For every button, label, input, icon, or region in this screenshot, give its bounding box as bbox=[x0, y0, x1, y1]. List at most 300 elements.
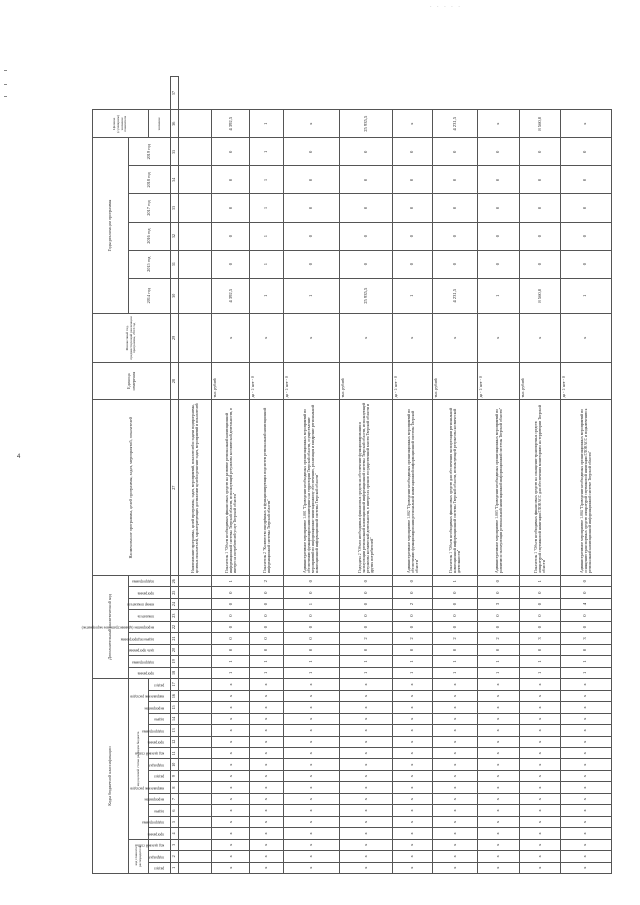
budget-code-subheader bbox=[143, 702, 171, 713]
code-cell: х bbox=[520, 748, 560, 759]
code-cell: х bbox=[393, 748, 433, 759]
year-value: 1 bbox=[250, 278, 283, 313]
code-cell bbox=[179, 782, 212, 793]
fin-year-value: х bbox=[283, 313, 339, 362]
year-value: 0 bbox=[283, 194, 339, 222]
code-cell: х bbox=[339, 851, 393, 862]
scan-artifact-marks: · · · · · bbox=[430, 4, 462, 10]
code-cell: х bbox=[520, 828, 560, 839]
year-value: 0 bbox=[520, 222, 560, 250]
code-cell: х bbox=[250, 793, 283, 804]
year-value: 0 bbox=[520, 166, 560, 194]
code-cell: х bbox=[520, 805, 560, 816]
code-cell: 0 bbox=[478, 587, 520, 598]
budget-code-label: программа bbox=[147, 740, 164, 745]
code-cell: х bbox=[478, 782, 520, 793]
year-value bbox=[179, 138, 212, 166]
code-cell: х bbox=[560, 690, 611, 701]
year-header: 2019 год bbox=[129, 138, 171, 166]
code-cell: 0 bbox=[478, 644, 520, 655]
code-cell: х bbox=[433, 725, 478, 736]
budget-code-label: раздел bbox=[153, 775, 164, 780]
edge-tick bbox=[4, 70, 7, 71]
code-cell: х bbox=[478, 851, 520, 862]
name-column-header: Наименование программы, целей программы, задач, мероприятий, показателей bbox=[93, 400, 171, 576]
code-cell: 0 bbox=[283, 621, 339, 632]
code-cell: х bbox=[520, 793, 560, 804]
year-value: 0 bbox=[283, 250, 339, 278]
kvr-subheader: код целевой статьи расходов бюджета bbox=[129, 679, 149, 840]
code-cell: х bbox=[520, 736, 560, 747]
code-cell: х bbox=[560, 839, 611, 850]
fin-year-value: х bbox=[393, 313, 433, 362]
code-cell: х bbox=[283, 748, 339, 759]
budget-code-subheader bbox=[149, 851, 171, 862]
code-cell: х bbox=[283, 805, 339, 816]
target-value: 4 392,5 bbox=[212, 110, 250, 138]
code-cell: 1 bbox=[212, 656, 250, 667]
code-cell bbox=[179, 598, 212, 609]
column-number: 12 bbox=[171, 736, 179, 747]
row-description: Административное мероприятие 1.003 "Проведение необходимых организационных мероприятий по развитию и эксплуатации региональной навигационной информационной системы Тверской области" bbox=[478, 400, 520, 576]
code-cell: х bbox=[339, 805, 393, 816]
code-cell: 0 bbox=[433, 587, 478, 598]
code-cell: х bbox=[393, 725, 433, 736]
column-number: 7 bbox=[171, 793, 179, 804]
code-cell: х bbox=[393, 839, 433, 850]
code-cell: 0 bbox=[393, 575, 433, 587]
code-cell: 0 bbox=[283, 644, 339, 655]
budget-code-subheader bbox=[149, 862, 171, 873]
code-cell: 0 bbox=[250, 633, 283, 644]
code-cell bbox=[179, 759, 212, 770]
code-cell bbox=[179, 644, 212, 655]
code-cell bbox=[179, 610, 212, 621]
code-cell: х bbox=[393, 759, 433, 770]
code-cell: х bbox=[212, 816, 250, 827]
row-unit: да - 1/ нет - 0 bbox=[283, 362, 339, 399]
code-cell: 0 bbox=[339, 610, 393, 621]
year-value: 0 bbox=[478, 166, 520, 194]
code-cell: х bbox=[250, 713, 283, 724]
row-description: Административное мероприятие 1.002 "Проведение необходимых организационных мероприятий по обеспечению функционирования региональной навигационной информационной системы Тверской области" bbox=[393, 400, 433, 576]
table-row bbox=[283, 77, 339, 874]
code-cell: 2 bbox=[478, 633, 520, 644]
year-value: 0 bbox=[520, 250, 560, 278]
year-value: 0 bbox=[283, 166, 339, 194]
code-cell: 0 bbox=[433, 598, 478, 609]
code-cell: 0 bbox=[393, 644, 433, 655]
year-value: 25 935,5 bbox=[339, 278, 393, 313]
code-cell: 1 bbox=[393, 656, 433, 667]
code-cell: х bbox=[250, 748, 283, 759]
row-unit: да - 1/ нет - 0 bbox=[560, 362, 611, 399]
code-cell: 0 bbox=[212, 633, 250, 644]
row-description: Административное мероприятие 1.004 "Проведение необходимых организационных мероприятий по оснащению транспортных средств аппаратурой спутниковой навигации ГЛОНАСС и подключению к региональной навигационной информационной системе Тверской области" bbox=[560, 400, 611, 576]
code-cell: х bbox=[212, 862, 250, 873]
year-value: 0 bbox=[339, 250, 393, 278]
unit-column-header: Единица измерения bbox=[93, 362, 171, 399]
code-cell: 0 bbox=[433, 610, 478, 621]
code-cell: х bbox=[339, 828, 393, 839]
code-cell: 0 bbox=[212, 610, 250, 621]
code-cell: 2 bbox=[433, 633, 478, 644]
code-cell bbox=[179, 770, 212, 781]
budget-code-header: Коды бюджетной классификации bbox=[93, 679, 129, 874]
year-value: 0 bbox=[212, 166, 250, 194]
code-cell: 1 bbox=[478, 667, 520, 678]
code-cell: 0 bbox=[560, 644, 611, 655]
column-number: 19 bbox=[171, 656, 179, 667]
code-cell: х bbox=[212, 770, 250, 781]
code-cell: х bbox=[393, 828, 433, 839]
column-number: 30 bbox=[171, 278, 179, 313]
row-unit: да - 1/ нет - 0 bbox=[250, 362, 283, 399]
column-number: 18 bbox=[171, 667, 179, 678]
year-value: 0 bbox=[283, 138, 339, 166]
year-value: 0 bbox=[478, 194, 520, 222]
code-cell: х bbox=[393, 702, 433, 713]
year-value bbox=[179, 166, 212, 194]
row-unit: тыс. рублей bbox=[520, 362, 560, 399]
code-cell: х bbox=[283, 839, 339, 850]
column-number: 8 bbox=[171, 782, 179, 793]
code-cell: х bbox=[283, 793, 339, 804]
budget-code-subheader bbox=[149, 828, 171, 839]
column-number: 35 bbox=[171, 138, 179, 166]
table-row bbox=[250, 77, 283, 874]
code-cell: х bbox=[393, 816, 433, 827]
code-cell: х bbox=[478, 862, 520, 873]
code-cell: 1 bbox=[520, 656, 560, 667]
page-side-mark: 4 bbox=[17, 454, 21, 460]
row-description: Наименование программы, целей программы, задач, мероприятий, показателей и задачи подпрограммы, целевых показателей, характеризующих достижение целей и решение задач, мероприятий и показателей bbox=[179, 400, 212, 576]
code-cell: х bbox=[393, 713, 433, 724]
code-cell: х bbox=[520, 702, 560, 713]
code-cell: х bbox=[212, 725, 250, 736]
code-cell: х bbox=[478, 736, 520, 747]
program-code-label: мероприятие (административное мероприятие) bbox=[81, 625, 154, 630]
program-code-subheader bbox=[129, 575, 171, 587]
year-value: 0 bbox=[339, 194, 393, 222]
budget-code-subheader bbox=[134, 839, 171, 850]
code-cell: 0 bbox=[478, 621, 520, 632]
column-number: 15 bbox=[171, 702, 179, 713]
budget-code-subheader bbox=[149, 770, 171, 781]
code-cell: х bbox=[433, 793, 478, 804]
code-cell: х bbox=[250, 759, 283, 770]
code-cell: 1 bbox=[478, 656, 520, 667]
code-cell: 0 bbox=[433, 644, 478, 655]
code-cell bbox=[179, 690, 212, 701]
year-value bbox=[179, 194, 212, 222]
year-value: 1 bbox=[283, 278, 339, 313]
column-number: 26 bbox=[171, 575, 179, 587]
code-cell: 1 bbox=[560, 656, 611, 667]
target-value-subheader: значение bbox=[149, 110, 171, 138]
code-cell: х bbox=[283, 702, 339, 713]
code-cell: х bbox=[339, 690, 393, 701]
fin-year-value: х bbox=[212, 313, 250, 362]
year-value: 0 bbox=[339, 166, 393, 194]
code-cell: х bbox=[478, 839, 520, 850]
code-cell bbox=[179, 725, 212, 736]
year-header: 2015 год bbox=[129, 250, 171, 278]
code-cell: х bbox=[433, 805, 478, 816]
code-cell: х bbox=[433, 839, 478, 850]
budget-code-subheader bbox=[149, 759, 171, 770]
code-cell: 1 bbox=[433, 575, 478, 587]
code-cell: 0 bbox=[339, 598, 393, 609]
code-cell: х bbox=[283, 736, 339, 747]
code-cell: х bbox=[478, 770, 520, 781]
code-cell bbox=[179, 862, 212, 873]
row-unit: да - 1/ нет - 0 bbox=[393, 362, 433, 399]
budget-code-label: подпрограмма bbox=[141, 820, 164, 825]
code-cell: х bbox=[433, 690, 478, 701]
year-value: 4 392,5 bbox=[212, 278, 250, 313]
code-cell: 0 bbox=[393, 621, 433, 632]
code-cell: 0 bbox=[560, 610, 611, 621]
code-cell: х bbox=[520, 725, 560, 736]
column-number: 36 bbox=[171, 110, 179, 138]
row-unit: да - 1/ нет - 0 bbox=[478, 362, 520, 399]
code-cell: х bbox=[433, 782, 478, 793]
code-cell: х bbox=[250, 851, 283, 862]
code-cell: х bbox=[560, 828, 611, 839]
program-code-label: подпрограмма bbox=[131, 580, 154, 585]
code-cell: х bbox=[560, 736, 611, 747]
year-value bbox=[179, 250, 212, 278]
budget-code-subheader bbox=[143, 793, 171, 804]
code-cell: х bbox=[250, 736, 283, 747]
code-cell: 1 bbox=[560, 667, 611, 678]
year-value: 1 bbox=[250, 166, 283, 194]
code-cell: х bbox=[560, 679, 611, 691]
fin-year-column-header: Финансовый год, предшествующий реализации программы, 2013 год bbox=[93, 313, 171, 362]
code-cell: х bbox=[212, 851, 250, 862]
code-cell: 1 bbox=[339, 667, 393, 678]
code-cell: х bbox=[393, 793, 433, 804]
code-cell: 1 bbox=[212, 575, 250, 587]
program-indicators-table bbox=[81, 76, 612, 874]
code-cell: х bbox=[339, 862, 393, 873]
budget-code-subheader bbox=[129, 690, 171, 701]
code-cell: х bbox=[520, 839, 560, 850]
year-value: 0 bbox=[520, 138, 560, 166]
code-cell: х bbox=[212, 793, 250, 804]
budget-code-label: мероприятие bbox=[143, 706, 164, 711]
code-cell: 0 bbox=[478, 610, 520, 621]
edge-tick bbox=[4, 96, 7, 97]
program-code-label: цель программы bbox=[128, 648, 154, 653]
code-cell: 1 bbox=[393, 667, 433, 678]
column-number: 28 bbox=[171, 362, 179, 399]
code-cell: х bbox=[283, 816, 339, 827]
program-code-label: программа bbox=[137, 671, 154, 676]
code-cell: 0 bbox=[212, 587, 250, 598]
fin-year-value: х bbox=[478, 313, 520, 362]
code-cell: х bbox=[433, 702, 478, 713]
budget-code-label: мероприятие bbox=[143, 797, 164, 802]
program-code-label: номер показателя bbox=[126, 603, 154, 608]
column-number: 4 bbox=[171, 828, 179, 839]
fin-year-value: х bbox=[433, 313, 478, 362]
code-cell bbox=[179, 656, 212, 667]
year-value: 0 bbox=[212, 194, 250, 222]
column-number: 9 bbox=[171, 770, 179, 781]
code-cell: х bbox=[212, 702, 250, 713]
code-cell: х bbox=[283, 862, 339, 873]
table-row bbox=[560, 77, 611, 874]
code-cell: 0 bbox=[520, 587, 560, 598]
code-cell: х bbox=[393, 862, 433, 873]
code-cell: х bbox=[393, 782, 433, 793]
document-sheet bbox=[81, 76, 612, 874]
code-cell: х bbox=[393, 690, 433, 701]
year-value: 0 bbox=[393, 222, 433, 250]
year-value: 0 bbox=[433, 138, 478, 166]
code-cell: 0 bbox=[520, 598, 560, 609]
code-cell: х bbox=[250, 770, 283, 781]
code-cell: х bbox=[339, 770, 393, 781]
code-cell: х bbox=[433, 862, 478, 873]
code-cell: х bbox=[250, 862, 283, 873]
budget-code-subheader bbox=[149, 805, 171, 816]
column-number: 34 bbox=[171, 166, 179, 194]
code-cell: 0 bbox=[520, 610, 560, 621]
year-value: 0 bbox=[478, 250, 520, 278]
code-cell: 1 bbox=[283, 656, 339, 667]
column-number: 25 bbox=[171, 587, 179, 598]
code-cell: 1 bbox=[283, 598, 339, 609]
year-header: 2017 год bbox=[129, 194, 171, 222]
code-cell: х bbox=[433, 759, 478, 770]
year-value: 0 bbox=[433, 250, 478, 278]
column-number: 17 bbox=[171, 679, 179, 691]
year-value: 1 bbox=[250, 250, 283, 278]
code-cell: 3 bbox=[520, 633, 560, 644]
code-cell: х bbox=[478, 748, 520, 759]
code-cell: 0 bbox=[560, 621, 611, 632]
code-cell: х bbox=[560, 759, 611, 770]
column-number: 14 bbox=[171, 713, 179, 724]
fin-year-value: х bbox=[250, 313, 283, 362]
program-code-subheader bbox=[129, 644, 171, 655]
row-unit: тыс. рублей bbox=[212, 362, 250, 399]
budget-code-label: задача bbox=[154, 717, 164, 722]
code-cell: х bbox=[478, 713, 520, 724]
target-value: 4 231,5 bbox=[433, 110, 478, 138]
row-description: Показатель 1 "Объем необходимых финансовых средств на оснащение транспортных средств аппаратурой спутниковой навигации ГЛОНАСС для обеспечения мониторинга на территории Тверской области" bbox=[520, 400, 560, 576]
code-cell bbox=[179, 736, 212, 747]
code-cell bbox=[179, 575, 212, 587]
code-cell: 0 bbox=[560, 587, 611, 598]
code-cell: х bbox=[478, 793, 520, 804]
years-group-header: Годы реализации программы bbox=[93, 138, 129, 314]
fin-year-value: х bbox=[339, 313, 393, 362]
code-cell: х bbox=[478, 805, 520, 816]
code-cell: 1 bbox=[433, 667, 478, 678]
code-cell: 0 bbox=[339, 621, 393, 632]
budget-code-subheader bbox=[149, 679, 171, 691]
code-cell: х bbox=[212, 679, 250, 691]
code-cell: х bbox=[212, 713, 250, 724]
edge-tick bbox=[4, 84, 7, 85]
code-cell: 0 bbox=[283, 633, 339, 644]
code-cell: х bbox=[478, 759, 520, 770]
budget-code-subheader bbox=[141, 725, 171, 736]
code-cell: х bbox=[283, 713, 339, 724]
year-value: 0 bbox=[433, 222, 478, 250]
budget-code-subheader bbox=[134, 748, 171, 759]
year-value: 0 bbox=[393, 138, 433, 166]
year-value: 0 bbox=[478, 222, 520, 250]
program-code-subheader bbox=[129, 587, 171, 598]
code-cell: х bbox=[283, 679, 339, 691]
code-cell: х bbox=[250, 839, 283, 850]
program-code-subheader bbox=[81, 621, 171, 632]
code-cell: х bbox=[339, 816, 393, 827]
budget-code-label: программа bbox=[147, 832, 164, 837]
year-value: 1 bbox=[478, 278, 520, 313]
code-cell: х bbox=[283, 690, 339, 701]
code-cell bbox=[179, 633, 212, 644]
code-cell: х bbox=[520, 690, 560, 701]
code-cell: 4 bbox=[560, 598, 611, 609]
code-cell: 0 bbox=[250, 610, 283, 621]
code-cell: х bbox=[212, 828, 250, 839]
program-code-label: задача подпрограммы bbox=[120, 637, 154, 642]
code-cell bbox=[179, 828, 212, 839]
budget-code-subheader bbox=[149, 736, 171, 747]
year-value: 1 bbox=[250, 194, 283, 222]
column-number: 13 bbox=[171, 725, 179, 736]
year-value: 0 bbox=[560, 222, 611, 250]
code-cell bbox=[179, 621, 212, 632]
program-code-subheader bbox=[129, 667, 171, 678]
code-cell bbox=[179, 713, 212, 724]
code-cell: 0 bbox=[393, 587, 433, 598]
code-cell: 2 bbox=[393, 633, 433, 644]
code-cell: х bbox=[393, 736, 433, 747]
budget-code-label: раздел bbox=[153, 683, 164, 688]
year-value: 0 bbox=[339, 222, 393, 250]
year-value: 1 bbox=[560, 278, 611, 313]
budget-code-subheader bbox=[129, 782, 171, 793]
year-value: 8 560,0 bbox=[520, 278, 560, 313]
program-code-header: Дополнительный аналитический код bbox=[93, 575, 129, 678]
code-cell: х bbox=[250, 816, 283, 827]
year-value: 0 bbox=[478, 138, 520, 166]
code-cell: х bbox=[433, 736, 478, 747]
code-cell: х bbox=[339, 679, 393, 691]
code-cell: 0 bbox=[433, 621, 478, 632]
target-value: х bbox=[283, 110, 339, 138]
year-value: 0 bbox=[212, 222, 250, 250]
code-cell: х bbox=[339, 839, 393, 850]
column-number: 24 bbox=[171, 598, 179, 609]
code-cell: 3 bbox=[560, 633, 611, 644]
target-value: х bbox=[393, 110, 433, 138]
row-unit: тыс. рублей bbox=[339, 362, 393, 399]
budget-code-label: направление расходов bbox=[129, 694, 164, 699]
code-cell: 0 bbox=[520, 644, 560, 655]
code-cell: 0 bbox=[250, 587, 283, 598]
code-cell: х bbox=[212, 782, 250, 793]
code-cell: 2 bbox=[250, 575, 283, 587]
program-code-subheader bbox=[126, 598, 171, 609]
